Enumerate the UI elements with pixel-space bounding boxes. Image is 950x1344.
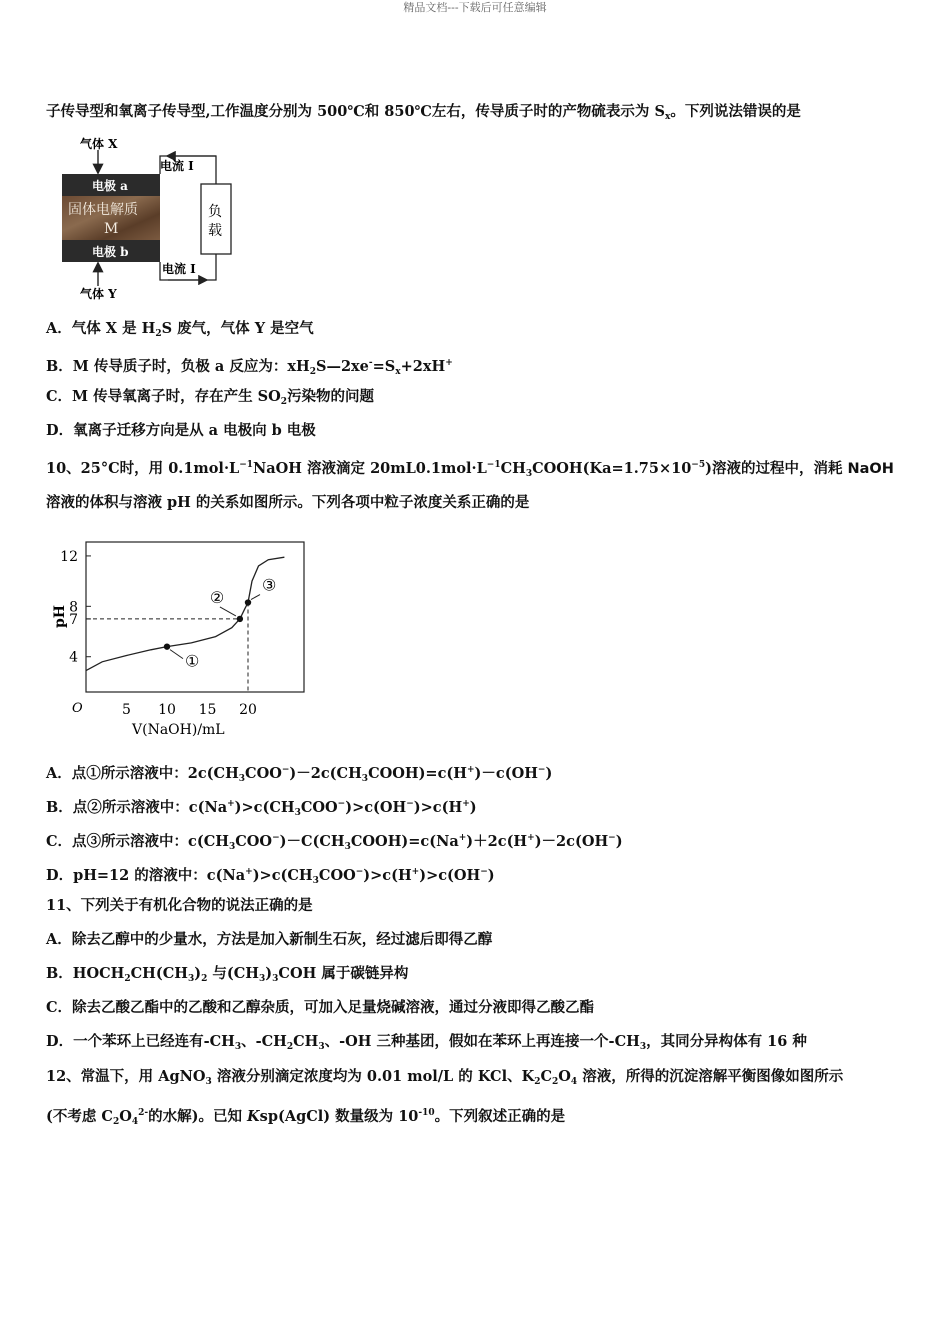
q9-option-d: D．氧离子迁移方向是从 a 电极向 b 电极 (46, 422, 316, 439)
q10-option-b: B．点②所示溶液中：$c(Na^+)>c(CH_3COO^-)>c(OH^-)>c(H^+)$ (46, 799, 477, 818)
x-tick-label-15: 15 (198, 702, 217, 718)
point-2-leader (220, 607, 236, 616)
q10-stem-line2: 溶液的体积与溶液 pH 的关系如图所示。下列各项中粒子浓度关系正确的是 (46, 494, 530, 511)
electrode-a-label: 电极 a (92, 179, 128, 193)
x-tick-label-10: 10 (158, 702, 176, 718)
y-tick-label-7: 7 (69, 611, 78, 628)
q10-option-a: A．点①所示溶液中：$2c(CH_3COO^-)-2c(CH_3COOH)=c(H^+)-c(OH^-)$ (46, 765, 553, 784)
y-tick-label-8: 8 (69, 599, 78, 616)
point-3-label: ③ (262, 575, 277, 595)
point-3-leader (251, 595, 260, 600)
q10-stem-line1: 10、25°C时，用 $0.1mol\cdot L^{-1}NaOH$ 溶液滴定 $20mL0.1mol\cdot L^{-1}CH_3COOH(Ka=1.75\times 10^{-5})$溶液的过程中，消耗 NaOH (46, 460, 894, 479)
q11-stem: 11、下列关于有机化合物的说法正确的是 (46, 897, 313, 914)
q11-option-b: B．$HOCH_2CH(CH_3)_2$ 与$(CH_3)_3COH$ 属于碳链异构 (46, 965, 409, 984)
point-3 (245, 599, 251, 605)
q9-option-c: C．M 传导氧离子时，存在产生 $SO_2$污染物的问题 (46, 388, 375, 407)
x-tick-label-20: 20 (239, 702, 257, 718)
point-1-leader (170, 650, 183, 659)
q9-option-a: A．气体 X 是 $H_2S$ 废气，气体 Y 是空气 (46, 320, 314, 339)
q11-option-d: D．一个苯环上已经连有$-CH_3$、$-CH_2CH_3$、-OH 三种基团，假如在苯环上再连接一个$-CH_3$，其同分异构体有 16 种 (46, 1033, 807, 1052)
point-2 (237, 616, 243, 622)
current-top-label: 电流 I (160, 159, 194, 173)
electrolyte-label-1: 固体电解质 (68, 202, 138, 218)
q10-option-c: C．点③所示溶液中：$c(CH_3COO^-)-C(CH_3COOH)=c(Na^+)+2c(H^+)-2c(OH^-)$ (46, 833, 623, 852)
electrolyte-label-2: M (104, 221, 119, 237)
q11-option-c: C．除去乙酸乙酯中的乙酸和乙醇杂质，可加入足量烧碱溶液，通过分液即得乙酸乙酯 (46, 999, 595, 1016)
gas-y-label: 气体 Y (80, 287, 117, 301)
load-label-1: 负 (208, 204, 222, 220)
electrode-b-label: 电极 b (92, 245, 129, 259)
battery-diagram (56, 134, 246, 304)
gas-x-label: 气体 X (80, 137, 118, 151)
q9-stem: 子传导型和氧离子传导型,工作温度分别为 500℃和 850℃左右，传导质子时的产物硫表示为 $S_x$。下列说法错误的是 (46, 103, 801, 122)
page-header: 精品文档---下载后可任意编辑 (403, 1, 547, 14)
x-tick-label-5: 5 (122, 702, 131, 718)
q12-stem-line1: 12、常温下，用 AgNO$_3$ 溶液分别滴定浓度均为 0.01 mol/L 的 KCl、$K_2C_2O_4$ 溶液，所得的沉淀溶解平衡图像如图所示 (46, 1068, 844, 1087)
point-1-label: ① (185, 651, 200, 671)
current-bottom-label: 电流 I (162, 262, 196, 276)
q12-stem-line2: (不考虑 $C_2O_4^{2-}$的水解)。已知 Ksp(AgCl) 数量级为 $10^{-10}$。下列叙述正确的是 (46, 1108, 566, 1127)
titration-chart (46, 536, 316, 742)
point-1 (164, 643, 170, 649)
y-tick-label-12: 12 (60, 548, 78, 565)
point-2-label: ② (209, 587, 225, 607)
q10-option-d: D．pH=12 的溶液中：$c(Na^+)>c(CH_3COO^-)>c(H^+)>c(OH^-)$ (46, 867, 495, 886)
x-axis-label: V(NaOH)/mL (132, 722, 225, 738)
origin-label: O (72, 701, 83, 716)
y-tick-label-4: 4 (69, 649, 78, 666)
load-label-2: 载 (208, 223, 222, 239)
q9-option-b: B．M 传导质子时，负极 a 反应为：$xH_2S—2xe^-=S_x+2xH^+$ (46, 358, 453, 377)
q11-option-a: A．除去乙醇中的少量水，方法是加入新制生石灰，经过滤后即得乙醇 (46, 931, 493, 948)
y-axis-label: pH (52, 604, 68, 628)
